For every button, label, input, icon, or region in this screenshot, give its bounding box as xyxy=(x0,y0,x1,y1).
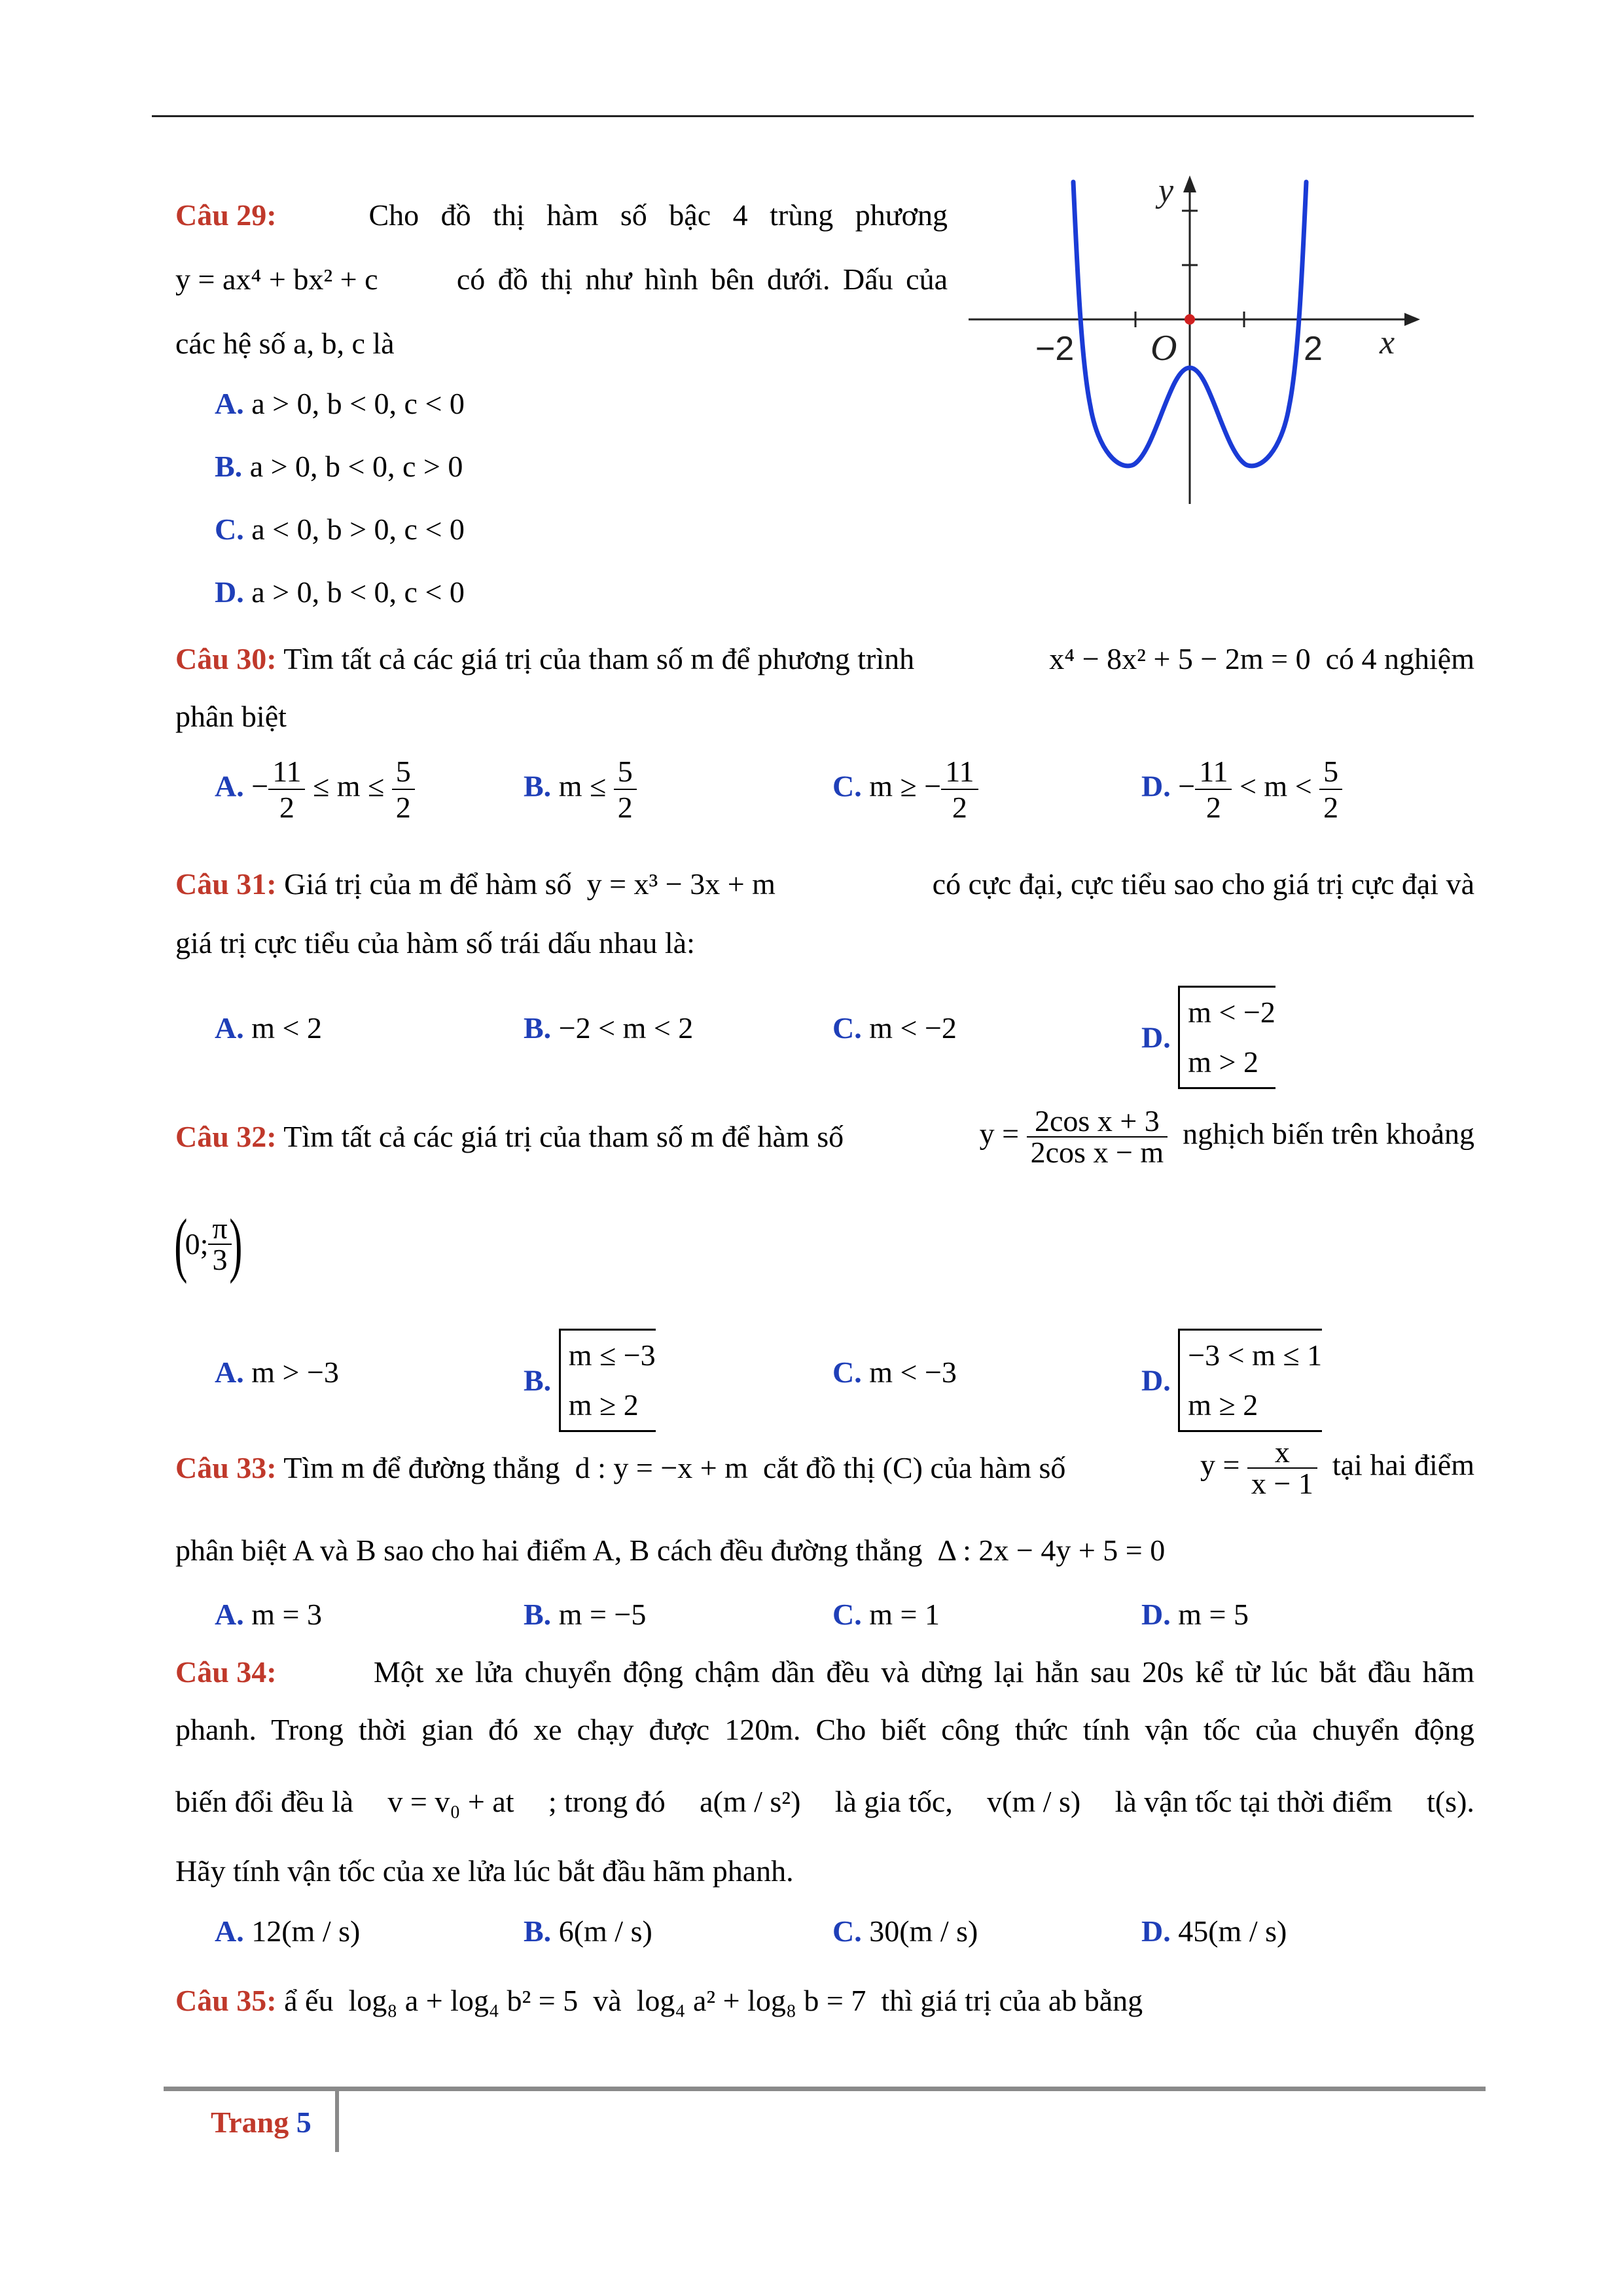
q29-line1 xyxy=(175,200,948,230)
q29-label: Câu 29: xyxy=(175,198,277,232)
q31-option-d-bracket: m < −2 m > 2 xyxy=(1178,986,1275,1089)
q33-option-b[interactable]: B. m = −5 xyxy=(524,1598,647,1631)
footer-divider xyxy=(335,2088,339,2152)
q31-line1: Câu 31: Giá trị của m để hàm số y = x³ − 3x + m có cực đại, cực tiểu sao cho giá trị cực đại và xyxy=(175,867,1474,901)
q29-line2 xyxy=(175,264,948,295)
q34-option-a[interactable]: A. 12(m / s) xyxy=(215,1914,361,1948)
q29-text2: có đồ thị như hình bên dưới. Dấu của xyxy=(456,262,948,296)
q31-option-d[interactable]: D. m < −2 m > 2 xyxy=(1141,986,1275,1089)
q32-option-b[interactable]: B. m ≤ −3 m ≥ 2 xyxy=(524,1329,656,1432)
q32-option-b-bracket: m ≤ −3 m ≥ 2 xyxy=(559,1329,656,1432)
q31-option-a[interactable]: A. m < 2 xyxy=(215,1011,322,1045)
q33-option-a[interactable]: A. m = 3 xyxy=(215,1598,322,1631)
q30-option-a[interactable]: A. − $\frac{11}{2}$ ≤ m ≤ $\frac{5}{2}$ xyxy=(215,754,415,825)
q30-label: Câu 30: xyxy=(175,642,277,675)
q29-graph xyxy=(962,164,1433,530)
q34-option-c[interactable]: C. 30(m / s) xyxy=(832,1914,978,1948)
q32-option-d-bracket: −3 < m ≤ 1 m ≥ 2 xyxy=(1178,1329,1322,1432)
x-axis-arrow-icon xyxy=(1404,313,1420,326)
q33-option-c[interactable]: C. m = 1 xyxy=(832,1598,940,1631)
q29-option-d[interactable]: D. a > 0, b < 0, c < 0 xyxy=(215,575,465,609)
q29-option-a[interactable]: A. a > 0, b < 0, c < 0 xyxy=(215,387,465,420)
q31-option-b[interactable]: B. −2 < m < 2 xyxy=(524,1011,694,1045)
page-footer xyxy=(211,2108,312,2138)
header-rule xyxy=(152,115,1474,117)
q34-line1: Câu 34: Một xe lửa chuyển động chậm dần đều và dừng lại hẳn sau 20s kể từ lúc bắt đầu hãm xyxy=(175,1655,1474,1689)
graph-y-label: y xyxy=(1158,172,1174,209)
q30-equation: x⁴ − 8x² + 5 − 2m = 0 xyxy=(1049,642,1311,675)
q31-line2: giá trị cực tiểu của hàm số trái dấu nhau là: xyxy=(175,926,695,960)
q34-option-b[interactable]: B. 6(m / s) xyxy=(524,1914,652,1948)
q34-line2: phanh. Trong thời gian đó xe chạy được 120m. Cho biết công thức tính vận tốc của chuyển động xyxy=(175,1713,1474,1746)
footer-rule xyxy=(164,2087,1486,2091)
q33-line2: phân biệt A và B sao cho hai điểm A, B cách đều đường thẳng Δ : 2x − 4y + 5 = 0 xyxy=(175,1534,1166,1567)
q30-line2: phân biệt xyxy=(175,700,287,733)
graph-tick-2: 2 xyxy=(1304,330,1323,368)
q32-option-a[interactable]: A. m > −3 xyxy=(215,1355,339,1389)
origin-point xyxy=(1185,314,1195,325)
q29-equation: y = ax⁴ + bx² + c xyxy=(175,262,378,296)
q32-label: Câu 32: xyxy=(175,1120,277,1153)
q32-option-c[interactable]: C. m < −3 xyxy=(832,1355,957,1389)
q29-option-b[interactable]: B. a > 0, b < 0, c > 0 xyxy=(215,450,463,483)
q33-option-d[interactable]: D. m = 5 xyxy=(1141,1598,1249,1631)
q35-label: Câu 35: xyxy=(175,1984,277,2017)
q30-option-d[interactable]: D. − $\frac{11}{2}$ < m < $\frac{5}{2}$ xyxy=(1141,754,1342,825)
q34-option-d[interactable]: D. 45(m / s) xyxy=(1141,1914,1287,1948)
q34-line3: biến đổi đều là v = v₀ + at ; trong đó a(m / s²) là gia tốc, v(m / s) là vận tốc tại thời điểm t(s). xyxy=(175,1785,1474,1818)
footer-prefix: Trang xyxy=(211,2106,289,2139)
q31-equation: y = x³ − 3x + m xyxy=(586,867,776,901)
q30-line1: Câu 30: Tìm tất cả các giá trị của tham số m để phương trình x⁴ − 8x² + 5 − 2m = 0 có 4 nghiệm xyxy=(175,642,1474,675)
graph-origin-label: O xyxy=(1150,328,1177,368)
q29-line3: các hệ số a, b, c là xyxy=(175,327,395,360)
q30-option-b[interactable]: B. m ≤ $\frac{5}{2}$ xyxy=(524,754,637,825)
q32-interval: ( 0; $\frac{\pi}{3}$ ) xyxy=(174,1204,243,1284)
footer-page-number: 5 xyxy=(296,2106,312,2139)
q34-line4: Hãy tính vận tốc của xe lửa lúc bắt đầu hãm phanh. xyxy=(175,1854,794,1888)
y-axis-arrow-icon xyxy=(1183,175,1196,192)
q32-line1: Câu 32: Tìm tất cả các giá trị của tham số m để hàm số y = $\frac{\text{2cos x + 3}}{\text{2cos x − m}}$ nghịch biến trên khoảng xyxy=(175,1104,1474,1169)
q32-option-d[interactable]: D. −3 < m ≤ 1 m ≥ 2 xyxy=(1141,1329,1322,1432)
q34-label: Câu 34: xyxy=(175,1655,277,1689)
q30-option-c[interactable]: C. m ≥ − $\frac{11}{2}$ xyxy=(832,754,978,825)
q31-label: Câu 31: xyxy=(175,867,277,901)
q33-line1: Câu 33: Tìm m để đường thẳng d : y = −x + m cắt đồ thị (C) của hàm số y = $\frac{x}{x - 1}$ tại hai điểm xyxy=(175,1435,1474,1500)
q33-label: Câu 33: xyxy=(175,1451,277,1484)
q31-option-c[interactable]: C. m < −2 xyxy=(832,1011,957,1045)
q29-option-c[interactable]: C. a < 0, b > 0, c < 0 xyxy=(215,512,465,546)
graph-x-label: x xyxy=(1380,324,1395,361)
q35-line1: Câu 35: ẩ ếu log₈ a + log₄ b² = 5 và log₄ a² + log₈ b = 7 thì giá trị của ab bằng xyxy=(175,1984,1143,2017)
graph-tick-neg2: −2 xyxy=(1035,330,1075,368)
q29-text1: Cho đồ thị hàm số bậc 4 trùng phương xyxy=(368,198,948,232)
